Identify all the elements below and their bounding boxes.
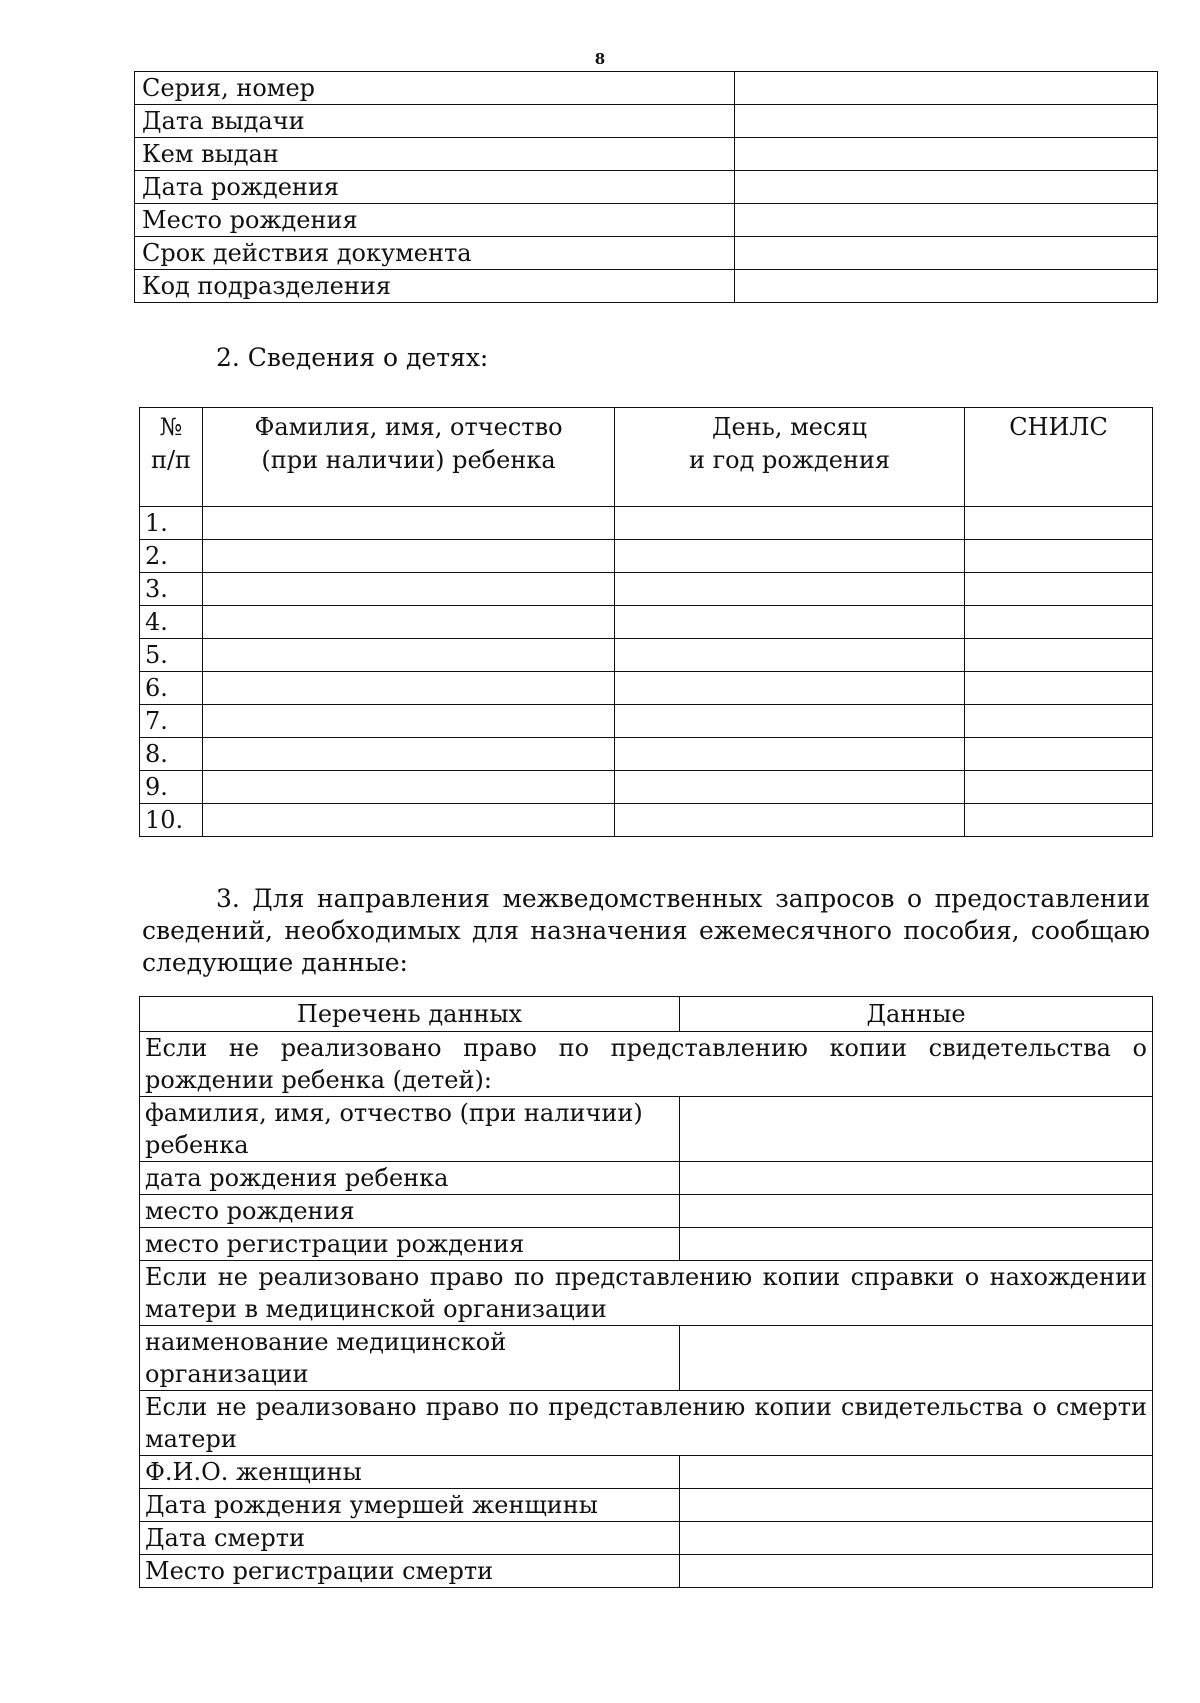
table-row	[140, 1097, 1153, 1162]
cell[interactable]	[615, 606, 965, 639]
field-value-cell[interactable]	[735, 237, 1158, 270]
item-value-cell[interactable]	[680, 1522, 1153, 1555]
item-label: Дата рождения умершей женщины	[140, 1489, 680, 1522]
item-label: наименование медицинской организации	[140, 1326, 680, 1391]
item-value-cell[interactable]	[680, 1162, 1153, 1195]
cell[interactable]	[965, 507, 1153, 540]
cell[interactable]	[203, 639, 615, 672]
table-row	[140, 639, 1153, 672]
item-label: Ф.И.О. женщины	[140, 1456, 680, 1489]
section3-paragraph: 3. Для направления межведомственных запросов о предоставлении сведений, необходимых для назначения ежемесячного пособия, сообщаю следующие данные:	[142, 884, 1150, 977]
table-row	[135, 138, 1158, 171]
cell[interactable]	[615, 672, 965, 705]
table-row	[140, 738, 1153, 771]
children-table	[139, 407, 1153, 837]
cell[interactable]	[965, 606, 1153, 639]
table-row	[140, 1456, 1153, 1489]
cell[interactable]	[965, 672, 1153, 705]
field-label: Код подразделения	[135, 270, 735, 303]
field-label: Серия, номер	[135, 72, 735, 105]
table-row	[140, 1228, 1153, 1261]
group-title: Если не реализовано право по представлению копии справки о нахождении матери в медицинской организации	[140, 1261, 1153, 1326]
cell[interactable]	[203, 573, 615, 606]
table-row	[140, 540, 1153, 573]
passport-table	[134, 71, 1158, 303]
cell[interactable]	[615, 771, 965, 804]
item-label: место регистрации рождения	[140, 1228, 680, 1261]
table-row	[135, 270, 1158, 303]
cell[interactable]	[203, 606, 615, 639]
table-row	[135, 237, 1158, 270]
cell[interactable]	[965, 804, 1153, 837]
cell[interactable]	[965, 705, 1153, 738]
item-value-cell[interactable]	[680, 1228, 1153, 1261]
item-label: Дата смерти	[140, 1522, 680, 1555]
table-row	[140, 507, 1153, 540]
row-number: 6.	[140, 672, 203, 705]
page-number: 8	[594, 50, 606, 68]
field-label: Кем выдан	[135, 138, 735, 171]
cell[interactable]	[965, 738, 1153, 771]
table-row	[140, 1555, 1153, 1588]
cell[interactable]	[203, 540, 615, 573]
group-row	[140, 1261, 1153, 1326]
col-header-list: Перечень данных	[140, 997, 680, 1032]
cell[interactable]	[203, 804, 615, 837]
row-number: 7.	[140, 705, 203, 738]
group-row	[140, 1391, 1153, 1456]
table-row	[140, 1326, 1153, 1391]
col-header-data: Данные	[680, 997, 1153, 1032]
cell[interactable]	[615, 540, 965, 573]
cell[interactable]	[965, 771, 1153, 804]
table-row	[140, 1162, 1153, 1195]
row-number: 3.	[140, 573, 203, 606]
item-value-cell[interactable]	[680, 1097, 1153, 1162]
row-number: 8.	[140, 738, 203, 771]
cell[interactable]	[615, 804, 965, 837]
data-table	[139, 996, 1153, 1588]
row-number: 2.	[140, 540, 203, 573]
field-label: Дата рождения	[135, 171, 735, 204]
item-value-cell[interactable]	[680, 1326, 1153, 1391]
cell[interactable]	[203, 672, 615, 705]
item-label: место рождения	[140, 1195, 680, 1228]
field-value-cell[interactable]	[735, 138, 1158, 171]
header-row	[140, 408, 1153, 507]
col-header-birthdate: День, месяц и год рождения	[615, 408, 965, 507]
table-row	[140, 705, 1153, 738]
field-value-cell[interactable]	[735, 72, 1158, 105]
field-value-cell[interactable]	[735, 171, 1158, 204]
col-header-number: № п/п	[140, 408, 203, 507]
table-row	[135, 171, 1158, 204]
cell[interactable]	[965, 540, 1153, 573]
col-header-name: Фамилия, имя, отчество (при наличии) ребенка	[203, 408, 615, 507]
field-label: Срок действия документа	[135, 237, 735, 270]
item-value-cell[interactable]	[680, 1195, 1153, 1228]
cell[interactable]	[203, 738, 615, 771]
table-row	[140, 1522, 1153, 1555]
table-row	[140, 573, 1153, 606]
table-row	[140, 1489, 1153, 1522]
field-label: Дата выдачи	[135, 105, 735, 138]
group-title: Если не реализовано право по представлению копии свидетельства о рождении ребенка (детей):	[140, 1032, 1153, 1097]
field-value-cell[interactable]	[735, 204, 1158, 237]
cell[interactable]	[203, 507, 615, 540]
field-label: Место рождения	[135, 204, 735, 237]
table-row	[135, 72, 1158, 105]
table-row	[135, 204, 1158, 237]
item-value-cell[interactable]	[680, 1456, 1153, 1489]
cell[interactable]	[615, 705, 965, 738]
field-value-cell[interactable]	[735, 270, 1158, 303]
item-value-cell[interactable]	[680, 1489, 1153, 1522]
field-value-cell[interactable]	[735, 105, 1158, 138]
row-number: 1.	[140, 507, 203, 540]
group-row	[140, 1032, 1153, 1097]
cell[interactable]	[615, 507, 965, 540]
item-label: дата рождения ребенка	[140, 1162, 680, 1195]
row-number: 5.	[140, 639, 203, 672]
table-row	[135, 105, 1158, 138]
cell[interactable]	[615, 738, 965, 771]
cell[interactable]	[965, 639, 1153, 672]
row-number: 10.	[140, 804, 203, 837]
table-row	[140, 804, 1153, 837]
cell[interactable]	[615, 573, 965, 606]
col-header-snils: СНИЛС	[965, 408, 1153, 507]
cell[interactable]	[965, 573, 1153, 606]
header-row	[140, 997, 1153, 1032]
cell[interactable]	[203, 771, 615, 804]
table-row	[140, 672, 1153, 705]
item-label: Место регистрации смерти	[140, 1555, 680, 1588]
cell[interactable]	[615, 639, 965, 672]
section2-heading: 2. Сведения о детях:	[216, 343, 489, 372]
row-number: 9.	[140, 771, 203, 804]
table-row	[140, 771, 1153, 804]
row-number: 4.	[140, 606, 203, 639]
item-label: фамилия, имя, отчество (при наличии) ребенка	[140, 1097, 680, 1162]
item-value-cell[interactable]	[680, 1555, 1153, 1588]
cell[interactable]	[203, 705, 615, 738]
table-row	[140, 1195, 1153, 1228]
table-row	[140, 606, 1153, 639]
group-title: Если не реализовано право по представлению копии свидетельства о смерти матери	[140, 1391, 1153, 1456]
